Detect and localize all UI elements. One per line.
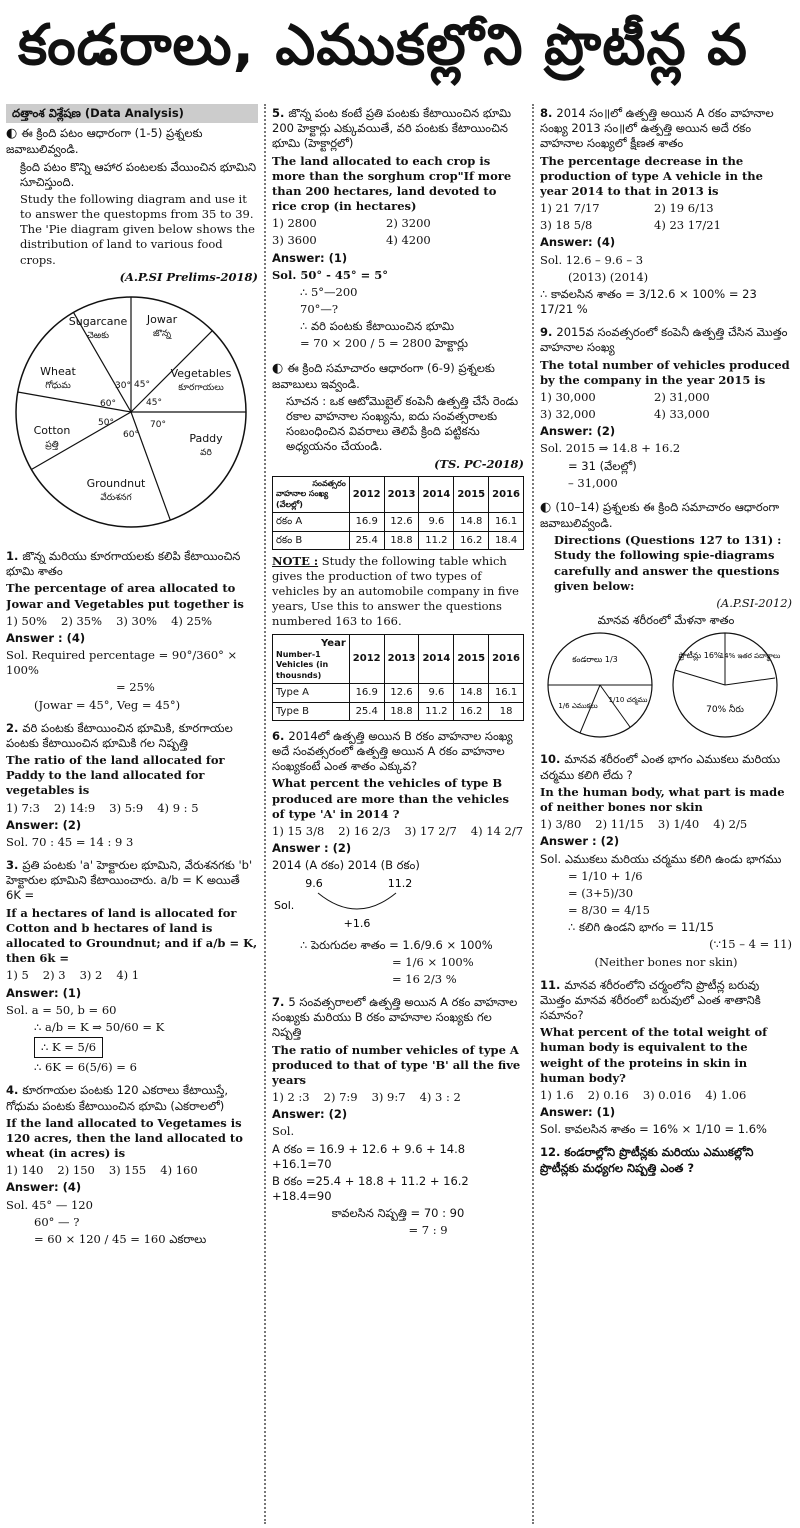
table-cell: 18.8 [384, 702, 419, 720]
pie-label-wheat: Wheat [40, 364, 76, 378]
question-number: 7. [272, 995, 285, 1010]
intro-te [272, 360, 524, 392]
pie-label-sugarcane-te: చెఱకు [86, 330, 110, 341]
answer: Answer: (4) [540, 235, 616, 250]
table-corner-bottom: వాహనాల సంఖ్య (వేలల్లో) [276, 489, 329, 509]
option: 3) 0.016 [642, 1087, 692, 1102]
question-6 [272, 729, 524, 987]
bullet-icon: ◐ [540, 499, 552, 515]
question-number: 3. [6, 858, 19, 873]
option: 2) 35% [61, 613, 103, 628]
solution-line: A రకం = 16.9 + 12.6 + 9.6 + 14.8 +16.1=70 [272, 1141, 466, 1171]
pie-label-paddy: Paddy [189, 431, 223, 445]
pie-label-cotton-te: ప్రత్తి [45, 439, 59, 450]
option: 2) 16 2/3 [338, 823, 391, 838]
source-citation: (TS. PC-2018) [434, 456, 524, 471]
table-cell: 14.8 [454, 513, 489, 531]
pie-label-other: 14% ఇతర పదార్థాలు [719, 652, 781, 661]
question-1 [6, 549, 258, 713]
bullet-icon: ◐ [6, 126, 18, 142]
question-number: 2. [6, 720, 19, 735]
option: 1) 2800 [272, 216, 317, 231]
source-citation: (A.P.SI-2012) [716, 595, 792, 610]
question-text-te: జొన్న మరియు కూరగాయలకు కలిపి కేటాయించిన భూమి శాతం [6, 549, 241, 579]
option: 4) 33,000 [654, 407, 710, 422]
option: 2) 0.16 [587, 1087, 629, 1102]
option: 1) 2 :3 [272, 1090, 310, 1105]
solution-line: = 31 (వేలల్లో) [568, 458, 637, 473]
option: 1) 50% [6, 613, 48, 628]
column-divider [532, 104, 534, 1524]
option: 1) 140 [6, 1163, 44, 1178]
option: 3) 18 5/8 [540, 218, 593, 233]
option: 4) 3 : 2 [419, 1090, 461, 1105]
table-cell: 18 [489, 702, 524, 720]
difference: +1.6 [343, 917, 371, 931]
options [540, 1088, 792, 1103]
table-cell: 12.6 [384, 513, 419, 531]
table-header: 2016 [489, 476, 524, 513]
question-11 [540, 978, 792, 1138]
question-text-te: కూరగాయల పంటకు 120 ఎకరాలు కేటాయిస్తే, గోధుమ పంటకు కేటాయించిన భూమి (ఎకరాలలో) [6, 1083, 229, 1113]
answer: Answer: (1) [272, 250, 348, 265]
table-header: 2014 [419, 476, 454, 513]
intro-te2: క్రింది పటం కొన్ని ఆహార పంటలకు వేయించిన భూమిని సూచిస్తుంది. [20, 159, 257, 189]
solution-line: Sol. 2015 ⇒ 14.8 + 16.2 [540, 441, 681, 456]
table-cell: Type B [273, 702, 350, 720]
pie-label-jowar-te: జొన్న [153, 328, 171, 339]
solution-line: Sol. [272, 1124, 295, 1139]
angle-label: 60° [100, 398, 116, 409]
page-headline: కండరాలు, ఎముకల్లోని ప్రొటీన్ల వ [18, 13, 748, 78]
table-cell: 11.2 [419, 531, 454, 549]
pie-label-groundnut-te: వేరుశనగ [100, 492, 132, 503]
body-composition-pies [540, 630, 790, 740]
option: 2) 14:9 [53, 800, 96, 815]
pie-label-water: 70% నీరు [706, 705, 744, 716]
question-text-en: If a hectares of land is allocated for Cotton and b hectares of land is allocated to Groundnut; and if a/b = K, then 6k = [6, 905, 258, 966]
question-number: 9. [540, 325, 553, 340]
solution-line: = (3+5)/30 [568, 885, 634, 900]
answer: Answer: (2) [272, 1107, 348, 1122]
solution-line: 2014 (A రకం) 2014 (B రకం) [272, 858, 420, 873]
column-3 [540, 104, 792, 1522]
vehicle-table-te [272, 476, 524, 550]
options [540, 817, 792, 832]
table-corner-top: Year [320, 637, 346, 649]
answer: Answer : (2) [540, 834, 620, 849]
option: 2) 3 [42, 968, 66, 983]
option: 2) 3200 [386, 216, 431, 231]
solution-line: = 16 2/3 % [392, 971, 457, 986]
question-text-en: The land allocated to each crop is more than the sorghum crop"If more than 200 hectares, land devoted to rice crop (in hectares) [272, 153, 512, 214]
angle-label: 70° [150, 419, 166, 430]
question-text-te: మానవ శరీరంలోని చర్మంలోని ప్రొటీన్ల బరువు మొత్తం మానవ శరీరంలో బరువులో ఎంత శాతానికి సమానం? [540, 977, 761, 1023]
pie-label-jowar: Jowar [146, 312, 178, 326]
table-header: 2016 [489, 634, 524, 684]
answer: Answer : (2) [272, 841, 352, 856]
option: 3) 9:7 [371, 1090, 406, 1105]
question-5 [272, 106, 524, 352]
option: 1) 1.6 [540, 1087, 574, 1102]
value-b: 11.2 [387, 877, 413, 891]
option: 3) 17 2/7 [404, 823, 457, 838]
question-12 [540, 1145, 792, 1175]
option: 3) 32,000 [540, 407, 596, 422]
intro-te-text: ఈ క్రింది పటం ఆధారంగా (1-5) ప్రశ్నలకు జవాబులివ్వండి. [6, 126, 203, 157]
solution-line: (∵15 – 4 = 11) [709, 937, 792, 952]
pie-label-cotton: Cotton [33, 423, 71, 437]
table-corner [273, 476, 350, 513]
pie-label-bones: 1/6 ఎముకలు [558, 702, 598, 711]
solution-line: ∴ 5°—200 [300, 284, 358, 299]
pie-label-vegetables: Vegetables [170, 366, 232, 380]
solution-line: ∴ వరి పంటకు కేటాయించిన భూమి [300, 319, 454, 334]
land-pie-chart [6, 287, 256, 537]
options [540, 390, 792, 422]
option: 3) 30% [116, 613, 158, 628]
table-row [273, 513, 524, 531]
option: 1) 21 7/17 [540, 201, 600, 216]
table-corner [273, 634, 350, 684]
table-cell: Type A [273, 684, 350, 702]
table-corner-bottom: Number-1 Vehicles (in thousnds) [276, 649, 329, 680]
intro-te [540, 499, 792, 531]
question-7 [272, 995, 524, 1239]
solution-line: ∴ a/b = K ⇒ 50/60 = K [34, 1019, 165, 1034]
options [540, 201, 792, 233]
angle-label: 45° [146, 397, 162, 408]
question-10 [540, 752, 792, 969]
note-label: NOTE : [272, 553, 319, 568]
table-cell: 18.4 [489, 531, 524, 549]
answer: Answer: (4) [6, 1180, 82, 1195]
table-cell: 9.6 [419, 684, 454, 702]
question-text-en: The ratio of the land allocated for Paddy to the land allocated for vegetables is [6, 753, 225, 798]
table-header: 2015 [454, 634, 489, 684]
solution-line: = 7 : 9 [408, 1223, 448, 1238]
intro-te-text: (10–14) ప్రశ్నలకు ఈ క్రింది సమాచారం ఆధారంగా జవాబులివ్వండి. [540, 499, 780, 531]
table-cell: 16.9 [349, 513, 384, 531]
solution-line: = 25% [116, 680, 155, 695]
intro-te [6, 125, 258, 157]
table-cell: 11.2 [419, 702, 454, 720]
question-text-te: 2014 సం॥లో ఉత్పత్తి అయిన A రకం వాహనాల సంఖ్య 2013 సం॥లో ఉత్పత్తి అయిన అదే రకం వాహనాల సంఖ్యలో క్షీణత శాతం [540, 106, 774, 151]
question-9 [540, 325, 792, 491]
table-cell: 16.9 [349, 684, 384, 702]
pie-label-groundnut: Groundnut [86, 476, 146, 490]
table-row [273, 684, 524, 702]
option: 2) 31,000 [654, 389, 710, 404]
option: 1) 5 [6, 968, 29, 983]
answer: Answer: (2) [540, 424, 616, 439]
options [272, 216, 524, 248]
option: 4) 14 2/7 [470, 823, 524, 838]
answer: Answer: (1) [6, 985, 82, 1000]
increase-diagram [272, 875, 512, 931]
table-header: 2013 [384, 634, 419, 684]
option: 1) 7:3 [6, 800, 40, 815]
option: 4) 23 17/21 [654, 218, 721, 233]
diagram-title: మానవ శరీరంలో మేళనా శాతం [597, 613, 735, 628]
solution-line: = 8/30 = 4/15 [568, 903, 650, 918]
solution-line: 70°—? [300, 302, 339, 317]
solution-line: B రకం =25.4 + 18.8 + 11.2 + 16.2 +18.4=90 [272, 1173, 469, 1204]
question-8 [540, 106, 792, 317]
options [6, 1163, 258, 1178]
intro-te-text: ఈ క్రింది సమాచారం ఆధారంగా (6-9) ప్రశ్నలకు జవాబులు ఇవ్వండి. [272, 360, 495, 391]
option: 4) 4200 [386, 233, 431, 248]
solution-line: 60° — ? [34, 1214, 80, 1229]
question-text-en: The total number of vehicles produced by the company in the year 2015 is [540, 357, 790, 387]
option: 3) 155 [108, 1163, 147, 1178]
solution-line: కావలసిన నిష్పత్తి = 70 : 90 [331, 1206, 465, 1221]
solution-line: = 1/6 × 100% [392, 954, 474, 969]
question-text-te: మానవ శరీరంలో ఎంత భాగం ఎముకలు మరియు చర్మము కలిగి లేదు ? [540, 752, 781, 782]
option: 2) 150 [57, 1163, 95, 1178]
question-number: 10. [540, 752, 561, 767]
question-2 [6, 721, 258, 850]
option: 4) 9 : 5 [157, 800, 199, 815]
question-number: 8. [540, 106, 553, 120]
table-cell: 16.1 [489, 684, 524, 702]
intro-en: Study the following diagram and use it to answer the questopms from 35 to 39. The 'Pie diagram given below shows the distribution of land to various food crops. [20, 191, 255, 267]
solution-line: Sol. కావలసిన శాతం = 16% × 1/10 = 1.6% [540, 1122, 767, 1137]
pie-label-protein: ప్రొటీన్లు 16% [678, 651, 722, 661]
pie-label-paddy-te: వరి [200, 447, 212, 458]
angle-label: 60° [123, 429, 139, 440]
options [272, 1090, 524, 1105]
question-text-te: వరి పంటకు కేటాయించిన భూమికి, కూరగాయల పంటకు కేటాయించిన భూమికి గల నిష్పత్తి [6, 720, 233, 750]
table-header: 2012 [349, 476, 384, 513]
option: 2) 11/15 [595, 817, 644, 832]
pie-label-muscle: కండరాలు 1/3 [572, 655, 618, 665]
solution-line: = 70 × 200 / 5 = 2800 హెక్టార్లు [300, 336, 468, 351]
source-citation: (A.P.SI Prelims-2018) [119, 269, 258, 284]
question-number: 11. [540, 977, 561, 992]
table-cell: 14.8 [454, 684, 489, 702]
options [6, 968, 258, 983]
note-en [272, 554, 524, 630]
question-text-en: The percentage of area allocated to Jowar and Vegetables put together is [6, 581, 244, 611]
question-text-te: 5 సంవత్సరాలలో ఉత్పత్తి అయిన A రకం వాహనాల సంఖ్యకు మరియు B రకం వాహనాల సంఖ్యకు గల నిష్పత్తి [272, 995, 518, 1040]
angle-label: 50° [98, 417, 114, 428]
option: 4) 1.06 [705, 1087, 747, 1102]
table-row [273, 531, 524, 549]
question-text-te: ప్రతి పంటకు 'a' హెక్టారుల భూమిని, వేరుశనగకు 'b' హెక్టారుల భూమిని కేటాయించారు. a/b = K అయితే 6K = [6, 858, 253, 903]
solution-line: ∴ పెరుగుదల శాతం = 1.6/9.6 × 100% [300, 937, 493, 952]
table-cell: 12.6 [384, 684, 419, 702]
solution-line: = 60 × 120 / 45 = 160 ఎకరాలు [34, 1231, 207, 1246]
option: 3) 1/40 [657, 817, 700, 832]
table-header: 2015 [454, 476, 489, 513]
option: 1) 3/80 [540, 817, 582, 832]
solution-line: = 1/10 + 1/6 [568, 868, 643, 883]
option: 3) 5:9 [109, 800, 144, 815]
question-text-en: The ratio of number vehicles of type A produced to that of type 'B' all the five years [272, 1042, 521, 1087]
question-4 [6, 1083, 258, 1247]
option: 3) 3600 [272, 233, 317, 248]
question-text-te: 2014లో ఉత్పత్తి అయిన B రకం వాహనాల సంఖ్య అదే సంవత్సరంలో ఉత్పత్తి అయిన A రకం వాహనాల సంఖ్యకంటే ఎంత శాతం ఎక్కువ? [272, 728, 513, 774]
solution-line: Sol. 12.6 – 9.6 – 3 [540, 252, 644, 267]
table-header: 2012 [349, 634, 384, 684]
table-cell: 16.2 [454, 531, 489, 549]
option: 4) 2/5 [713, 817, 748, 832]
note-text: Study the following table which gives the production of two types of vehicles by an automobile company in five years, Use this to answer the questions numbered 163 to 166. [272, 553, 519, 629]
question-number: 12. [540, 1145, 561, 1160]
solution-line: ∴ కావలసిన శాతం = 3/12.6 × 100% = 23 17/21 % [540, 286, 757, 317]
solution-line: Sol. Required percentage = 90°/360° × 100% [6, 648, 238, 678]
option: 4) 160 [160, 1163, 198, 1178]
solution-line: (Neither bones nor skin) [594, 954, 738, 969]
options [6, 801, 258, 816]
boxed-result: ∴ K = 5/6 [34, 1037, 103, 1058]
solution-line: ∴ 6K = 6(5/6) = 6 [34, 1060, 137, 1075]
answer: Answer: (1) [540, 1105, 616, 1120]
question-number: 4. [6, 1083, 19, 1098]
option: 3) 2 [79, 968, 103, 983]
column-divider [264, 104, 266, 1524]
table-cell: 16.2 [454, 702, 489, 720]
question-text-te: జొన్న పంట కంటే ప్రతి పంటకు కేటాయించిన భూమి 200 హెక్టార్లు ఎక్కువయితే, వరి పంటకు కేటాయించిన భూమి (హెక్టార్లలో) [272, 106, 512, 151]
column-2 [272, 104, 524, 1522]
arc [318, 893, 396, 909]
pie-label-sugarcane: Sugarcane [68, 314, 128, 328]
table-cell: రకం A [273, 513, 350, 531]
section-label: దత్తాంశ విశ్లేషణ (Data Analysis) [6, 104, 258, 123]
option: 2) 19 6/13 [654, 201, 714, 216]
question-text-en: In the human body, what part is made of neither bones nor skin [540, 784, 785, 814]
option: 4) 1 [116, 968, 140, 983]
answer: Answer: (2) [6, 817, 82, 832]
question-number: 6. [272, 728, 285, 743]
question-number: 1. [6, 549, 19, 564]
table-cell: 18.8 [384, 531, 419, 549]
question-text-en: What percent of the total weight of human body is equivalent to the weight of the proteins in skin in human body? [540, 1025, 768, 1085]
pie-label-skin: 1/10 చర్మము [608, 696, 648, 705]
solution-line: Sol. a = 50, b = 60 [6, 1002, 117, 1017]
pie-label-vegetables-te: కూరగాయలు [178, 382, 224, 393]
question-text-te: కండరాల్లోని ప్రొటీన్లకు మరియు ఎముకల్లోని ప్రొటీన్లకు మధ్యగల నిష్పత్తి ఎంత ? [540, 1145, 754, 1175]
table-cell: 9.6 [419, 513, 454, 531]
value-a: 9.6 [305, 877, 323, 891]
table-header: 2013 [384, 476, 419, 513]
question-text-en: What percent the vehicles of type B produced are more than the vehicles of type 'A' in 2014 ? [272, 776, 509, 821]
directions: Directions (Questions 127 to 131) : Study the following spie-diagrams carefully and answer the questions given below: [554, 533, 782, 593]
solution-line: Sol. ఎముకలు మరియు చర్మము కలిగి ఉండు భాగము [540, 851, 782, 866]
question-text-te: 2015వ సంవత్సరంలో కంపెనీ ఉత్పత్తి చేసిన మొత్తం వాహనాల సంఖ్య [540, 325, 788, 355]
table-cell: 25.4 [349, 702, 384, 720]
vehicle-table-en [272, 634, 524, 721]
question-number: 5. [272, 106, 285, 120]
sol-label: Sol. [274, 899, 295, 913]
table-cell: 16.1 [489, 513, 524, 531]
option: 4) 25% [171, 613, 213, 628]
table-cell: 25.4 [349, 531, 384, 549]
answer: Answer : (4) [6, 630, 86, 645]
option: 1) 30,000 [540, 389, 596, 404]
table-row [273, 702, 524, 720]
bullet-icon: ◐ [272, 360, 284, 376]
solution-line: (Jowar = 45°, Veg = 45°) [34, 697, 181, 712]
solution-line: Sol. 70 : 45 = 14 : 9 3 [6, 834, 134, 849]
note-te: సూచన : ఒక ఆటోమొబైల్ కంపెనీ ఉత్పత్తి చేసే రెండు రకాల వాహనాల సంఖ్యను, ఐదు సంవత్సరాలకు సంబంధించిన వివరాలు తెలిపే క్రింది పట్టికను అధ్యయనం చేయండి. [286, 393, 519, 454]
angle-label: 45° [134, 379, 150, 390]
angle-label: 30° [115, 380, 131, 391]
question-3 [6, 858, 258, 1075]
table-header: 2014 [419, 634, 454, 684]
pie-label-wheat-te: గోధుమ [45, 380, 71, 391]
options [272, 824, 524, 839]
table-cell: రకం B [273, 531, 350, 549]
option: 1) 15 3/8 [272, 823, 325, 838]
options [6, 614, 258, 629]
solution-line: ∴ కలిగి ఉండని భాగం = 11/15 [568, 920, 714, 935]
solution-line: – 31,000 [568, 475, 618, 490]
question-text-en: The percentage decrease in the production of type A vehicle in the year 2014 to that in 2013 is [540, 153, 763, 198]
question-text-en: If the land allocated to Vegetames is 120 acres, then the land allocated to wheat (in acres) is [6, 1115, 243, 1161]
table-corner-top: సంవత్సరం [312, 478, 346, 488]
option: 2) 7:9 [323, 1090, 358, 1105]
solution-line: (2013) (2014) [568, 269, 649, 284]
solution-line: Sol. 50° - 45° = 5° [272, 267, 389, 282]
column-1 [6, 104, 258, 1522]
solution-line: Sol. 45° — 120 [6, 1197, 93, 1212]
